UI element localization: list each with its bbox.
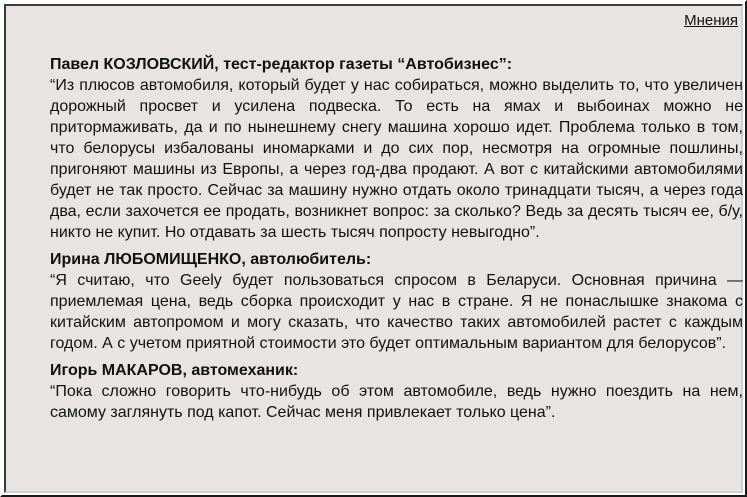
opinion-block	[50, 249, 743, 354]
opinions-content	[50, 54, 743, 423]
opinion-author: Ирина ЛЮБОМИЩЕНКО, автолюбитель:	[50, 251, 372, 268]
opinions-link[interactable]: Мнения	[684, 12, 738, 29]
opinion-block	[50, 360, 743, 423]
opinion-author: Игорь МАКАРОВ, автомеханик:	[50, 362, 299, 379]
opinions-panel	[4, 4, 743, 493]
opinion-quote: “Пока сложно говорить что-нибудь об этом автомобиле, ведь нужно поездить на нем, самому заглянуть под капот. Сейчас меня привлекает только цена”.	[50, 383, 743, 421]
opinion-quote: “Я считаю, что Geely будет пользоваться спросом в Беларуси. Основная причина — приемлемая цена, ведь сборка происходит у нас в стране. Я не понаслышке знакома с китайским автопромом и могу сказать, что качество таких автомобилей растет с каждым годом. А с учетом приятной стоимости это будет оптимальным вариантом для белорусов”.	[50, 272, 743, 352]
opinion-quote: “Из плюсов автомобиля, который будет у нас собираться, можно выделить то, что увеличен дорожный просвет и усилена подвеска. То есть на ямах и выбоинах можно не притормаживать, да и по нынешнему снегу машина хорошо идет. Проблема только в том, что белорусы избалованы иномарками и до сих пор, несмотря на огромные пошлины, пригоняют машины из Европы, а через год-два продают. А вот с китайскими автомобилями будет не так просто. Сейчас за машину нужно отдать около тринадцати тысяч, а через года два, если захочется ее продать, возникнет вопрос: за сколько? Ведь за десять тысяч ее, б/у, никто не купит. Но отдавать за шесть тысяч попросту невыгодно”.	[50, 77, 743, 241]
opinion-block	[50, 54, 743, 243]
opinion-author: Павел КОЗЛОВСКИЙ, тест-редактор газеты “Автобизнес”:	[50, 56, 513, 73]
